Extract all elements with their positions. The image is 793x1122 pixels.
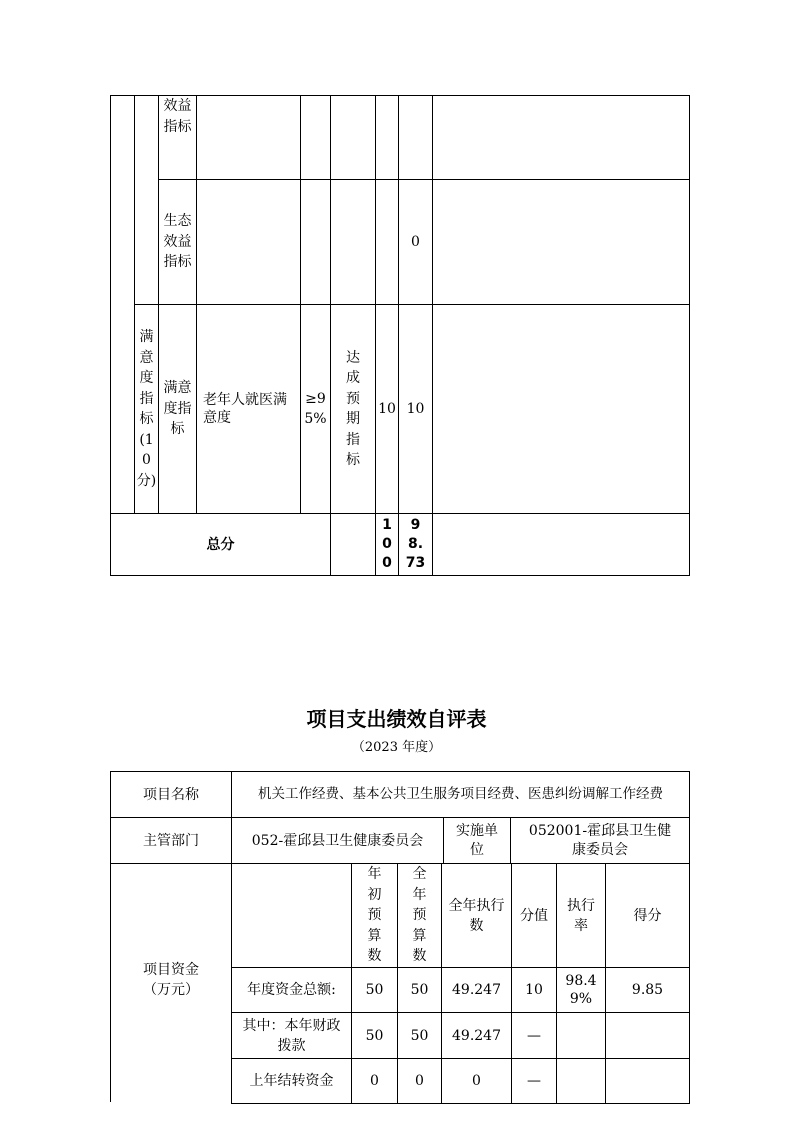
implementing-unit-value: 052001-霍邱县卫生健康委员会 [528,822,672,858]
header-full-budget: 全年预算数 [412,866,427,965]
row-carryover-exec: 0 [472,1073,481,1089]
benefit-score [399,96,432,179]
row-fiscal-score [606,1013,689,1058]
satisfaction-actual: 达成预期指标 [346,349,360,468]
total-label: 总分 [206,536,235,553]
total-weight: 100 [382,517,392,571]
implementing-unit-label: 实施单位 [456,822,498,858]
row-total-funds-exec: 49.247 [452,982,501,998]
row-total-funds-rate: 98.49% [565,973,597,1007]
header-initial-budget: 年初预算数 [367,866,382,965]
benefit-indicator-type: 效益指标 [163,98,192,135]
funds-label: 项目资金（万元） [143,962,199,998]
department-value: 052-霍邱县卫生健康委员会 [251,832,424,849]
row-carryover-weight: — [527,1073,541,1089]
eco-score: 0 [411,234,420,250]
row-fiscal-weight: — [527,1027,541,1044]
project-name-label: 项目名称 [143,786,199,803]
project-name-value: 机关工作经费、基本公共卫生服务项目经费、医患纠纷调解工作经费 [258,786,663,802]
satisfaction-category: 满意度指标(10分) [136,329,157,489]
row-fiscal-label: 其中：本年财政拨款 [242,1017,341,1054]
satisfaction-target: ≥95% [304,390,327,427]
satisfaction-weight: 10 [378,400,396,417]
header-score: 得分 [633,907,662,924]
row-fiscal-rate [557,1013,605,1058]
satisfaction-score: 10 [406,401,425,417]
row-carryover-initial: 0 [370,1073,379,1089]
row-total-funds-initial: 50 [365,982,384,998]
row-total-funds-weight: 10 [525,982,543,998]
total-score: 98.73 [405,517,426,571]
page-title: 项目支出绩效自评表 [306,707,487,731]
header-full-execution: 全年执行数 [448,897,505,934]
row-fiscal-exec: 49.247 [452,1027,501,1044]
header-execution-rate: 执行率 [567,897,595,934]
department-label: 主管部门 [143,832,199,849]
row-carryover-score [606,1059,689,1103]
row-total-funds-score: 9.85 [631,982,664,998]
row-total-funds-label: 年度资金总额: [247,982,336,998]
row-fiscal-initial: 50 [365,1027,384,1044]
row-carryover-rate [557,1059,605,1103]
page-subtitle: （2023 年度） [351,740,442,755]
satisfaction-indicator-name: 老年人就医满意度 [203,392,287,426]
eco-indicator-type: 生态效益指标 [163,213,192,271]
row-carryover-label: 上年结转资金 [249,1073,334,1089]
header-weight: 分值 [520,907,548,924]
row-total-funds-full: 50 [410,982,429,998]
satisfaction-indicator-type: 满意度指标 [163,380,192,438]
row-carryover-full: 0 [415,1073,424,1089]
row-fiscal-full: 50 [410,1027,429,1044]
